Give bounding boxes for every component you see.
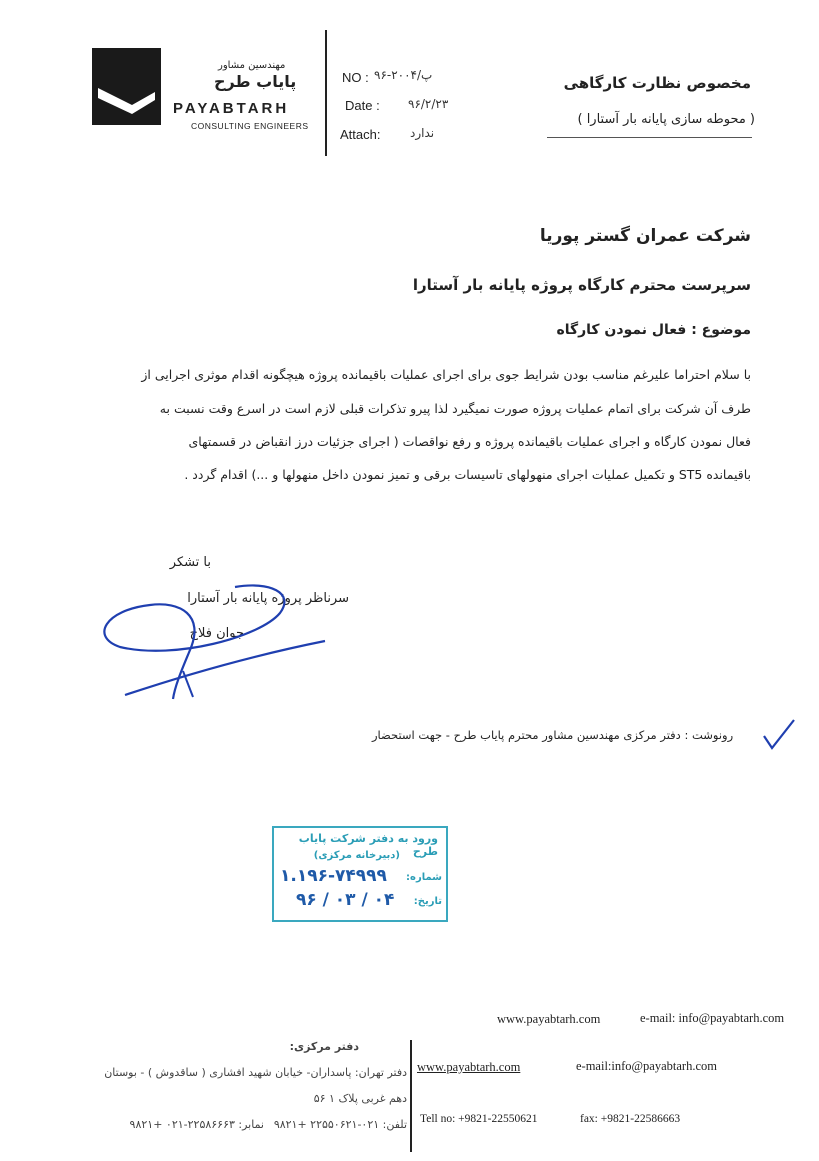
number-label: NO :	[342, 70, 369, 85]
supervision-title: مخصوص نظارت کارگاهی	[563, 74, 751, 92]
attach-label: Attach:	[340, 127, 381, 142]
body-line-2: طرف آن شرکت برای اتمام عملیات پروژه صورت نمیگیرد لذا پیرو تذکرات قبلی لازم است در اسرع وقت نسبت به	[159, 401, 751, 416]
date-value: ۹۶/۲/۲۳	[408, 97, 449, 111]
company-logo-mark	[92, 48, 161, 125]
letter-subject: موضوع : فعال نمودن کارگاه	[556, 322, 751, 338]
footer-email-top[interactable]: e-mail: info@payabtarh.com	[640, 1011, 785, 1025]
stamp-number-label: شماره:	[406, 872, 442, 883]
logo-subtitle: CONSULTING ENGINEERS	[191, 121, 309, 131]
header-divider	[325, 30, 327, 156]
logo-english-name: PAYABTARH	[173, 100, 290, 117]
supervision-underline	[547, 137, 752, 138]
body-line-1: با سلام احتراما علیرغم مناسب بودن شرایط جوی برای اجرای عملیات باقیمانده پروژه هیچگونه اقدام موثری اجرایی از	[141, 367, 751, 382]
carbon-copy-note: رونوشت : دفتر مرکزی مهندسین مشاور محترم پایاب طرح - جهت استحضار	[372, 728, 734, 742]
logo-persian-small: مهندسین مشاور	[218, 60, 286, 71]
signer-name: جوان فلاح	[189, 626, 244, 641]
check-mark-icon	[762, 718, 796, 752]
number-value: ۹۶-۲۰۰۴/پ	[374, 68, 433, 82]
supervision-subtitle: ( محوطه سازی پایانه بار آستارا )	[577, 112, 755, 127]
body-line-3: فعال نمودن کارگاه و اجرای عملیات باقیمانده پروژه و رفع نواقصات ( اجرای جزئیات درز انقباض در قسمتهای	[188, 434, 751, 449]
footer-fax-persian: نمابر: ۲۲۵۸۶۶۶۳-۰۲۱ +۹۸۲۱	[129, 1118, 264, 1131]
logo-persian-name: پایاب طرح	[214, 72, 297, 91]
attach-value: ندارد	[410, 126, 435, 140]
stamp-line-1: ورود به دفتر شرکت پایاب طرح	[298, 832, 438, 858]
footer-fax: fax: +9821-22586663	[580, 1113, 681, 1125]
stamp-line-2: (دبیرخانه مرکزی)	[313, 850, 400, 861]
footer-divider	[410, 1040, 412, 1152]
addressee-recipient: سرپرست محترم کارگاه پروژه پایانه بار آستارا	[412, 276, 751, 294]
date-label: Date :	[345, 98, 380, 113]
addressee-company: شرکت عمران گستر پوریا	[539, 226, 751, 246]
closing-thanks: با تشکر	[169, 555, 211, 570]
footer-tell: Tell no: +9821-22550621	[420, 1113, 538, 1125]
footer-tehran-office: دفتر تهران: پاسداران- خیابان شهید افشاری ( ساقدوش ) - بوستان	[104, 1066, 407, 1079]
handwritten-signature-icon	[95, 575, 335, 705]
stamp-date-value: ۹۶ / ۰۳ / ۰۴	[296, 890, 395, 910]
signer-title: سرناظر پروژه پایانه بار آستارا	[187, 591, 349, 606]
footer-phone-persian: تلفن: ۰۲۱-۲۲۵۵۰۶۲۱ +۹۸۲۱	[273, 1118, 407, 1131]
stamp-date-label: تاریخ:	[413, 896, 442, 907]
footer-central-office: دفتر مرکزی:	[289, 1040, 359, 1053]
stamp-number-value: ۱.۱۹۶-۷۴۹۹۹	[280, 866, 387, 886]
received-stamp	[272, 826, 448, 922]
footer-email-bottom[interactable]: e-mail:info@payabtarh.com	[576, 1059, 717, 1073]
logo-stroke-icon	[92, 48, 161, 125]
footer-website-bottom[interactable]: www.payabtarh.com	[417, 1060, 521, 1074]
footer-website-top[interactable]: www.payabtarh.com	[497, 1012, 601, 1026]
body-line-4: باقیمانده ST5 و تکمیل عملیات اجرای منهولهای تاسیسات برقی و تمیز نمودن داخل منهولها و ...) اقدام گردد .	[184, 467, 751, 482]
footer-address-line-2: دهم غربی پلاک ۱ ۵۶	[313, 1092, 407, 1105]
